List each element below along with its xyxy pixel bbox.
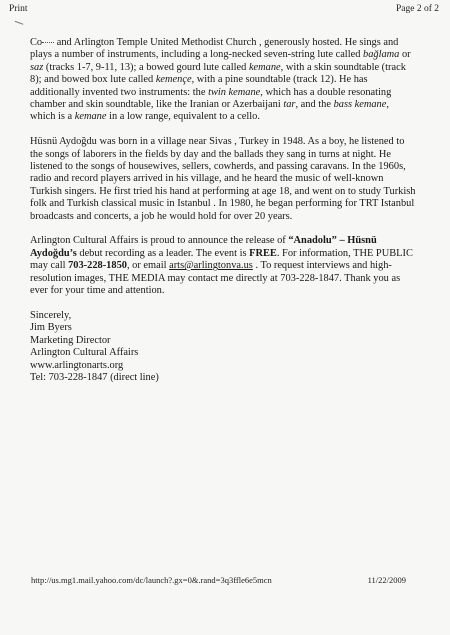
footer-url: http://us.mg1.mail.yahoo.com/dc/launch?.gx=0&.rand=3q3ffle6e5mcn [31,575,272,585]
footer-date: 11/22/2009 [367,575,406,585]
paragraph-announcement: Arlington Cultural Affairs is proud to announce the release of “Anadolu” – Hüsnü Aydoğdu’s debut recording as a leader. The event is FREE. For information, THE PUBLIC may call 703-228-1850, or email arts@arlingtonva.us . To request interviews and high-resolution images, THE MEDIA may contact me directly at 703-228-1847. Thank you as ever for your time and attention. [30,235,413,297]
album-title: “Anadolu” – Hüsnü Aydoğdu’s [30,235,377,259]
signer-phone: Tel: 703-228-1847 (direct line) [30,371,159,383]
signer-title: Marketing Director [30,334,111,346]
email-link[interactable]: arts@arlingtonva.us [169,260,253,272]
signer-org: Arlington Cultural Affairs [30,347,139,359]
print-header: Print [9,4,28,14]
signature-block [30,310,416,384]
letter-body [30,37,416,384]
closing: Sincerely, [30,309,72,321]
page-number: Page 2 of 2 [395,4,439,14]
signer-name: Jim Byers [30,322,72,334]
scan-mark [12,21,24,33]
smudged-text [42,42,54,43]
paragraph-instruments: Co and Arlington Temple United Methodist Church , generously hosted. He sings and plays a number of instruments, including a long-necked seven-string lute called bağlama or saz (tracks 1-7, 9-11, 13); a bowed gourd lute called kemane, with a skin soundtable (track 8); and bowed box lute called kemençe, with a pine soundtable (track 12). He has additionally invented two instruments: the twin kemane, which has a double resonating chamber and skin soundtable, like the Iranian or Azerbaijani tar, and the bass kemane, which is a kemane in a low range, equivalent to a cello. [30,37,411,123]
free-label: FREE [249,247,277,259]
public-phone: 703-228-1850 [68,260,127,272]
org-website-link[interactable]: www.arlingtonarts.org [30,359,124,371]
paragraph-biography: Hüsnü Aydoğdu was born in a village near Sivas , Turkey in 1948. As a boy, he listened to the songs of laborers in the fields by day and the ballads they sang in turns at night. He listened to the songs of housewives, sellers, cowherds, and passing caravans. In the 1960s, radio and record players arrived in his village, and he heard the music of well-known Turkish singers. He first tried his hand at performing at age 18, and went on to study Turkish folk and Turkish classical music in Istanbul . In 1980, he began performing for TRT Istanbul broadcasts and concerts, a job he would hold for over 20 years. [30,136,416,222]
